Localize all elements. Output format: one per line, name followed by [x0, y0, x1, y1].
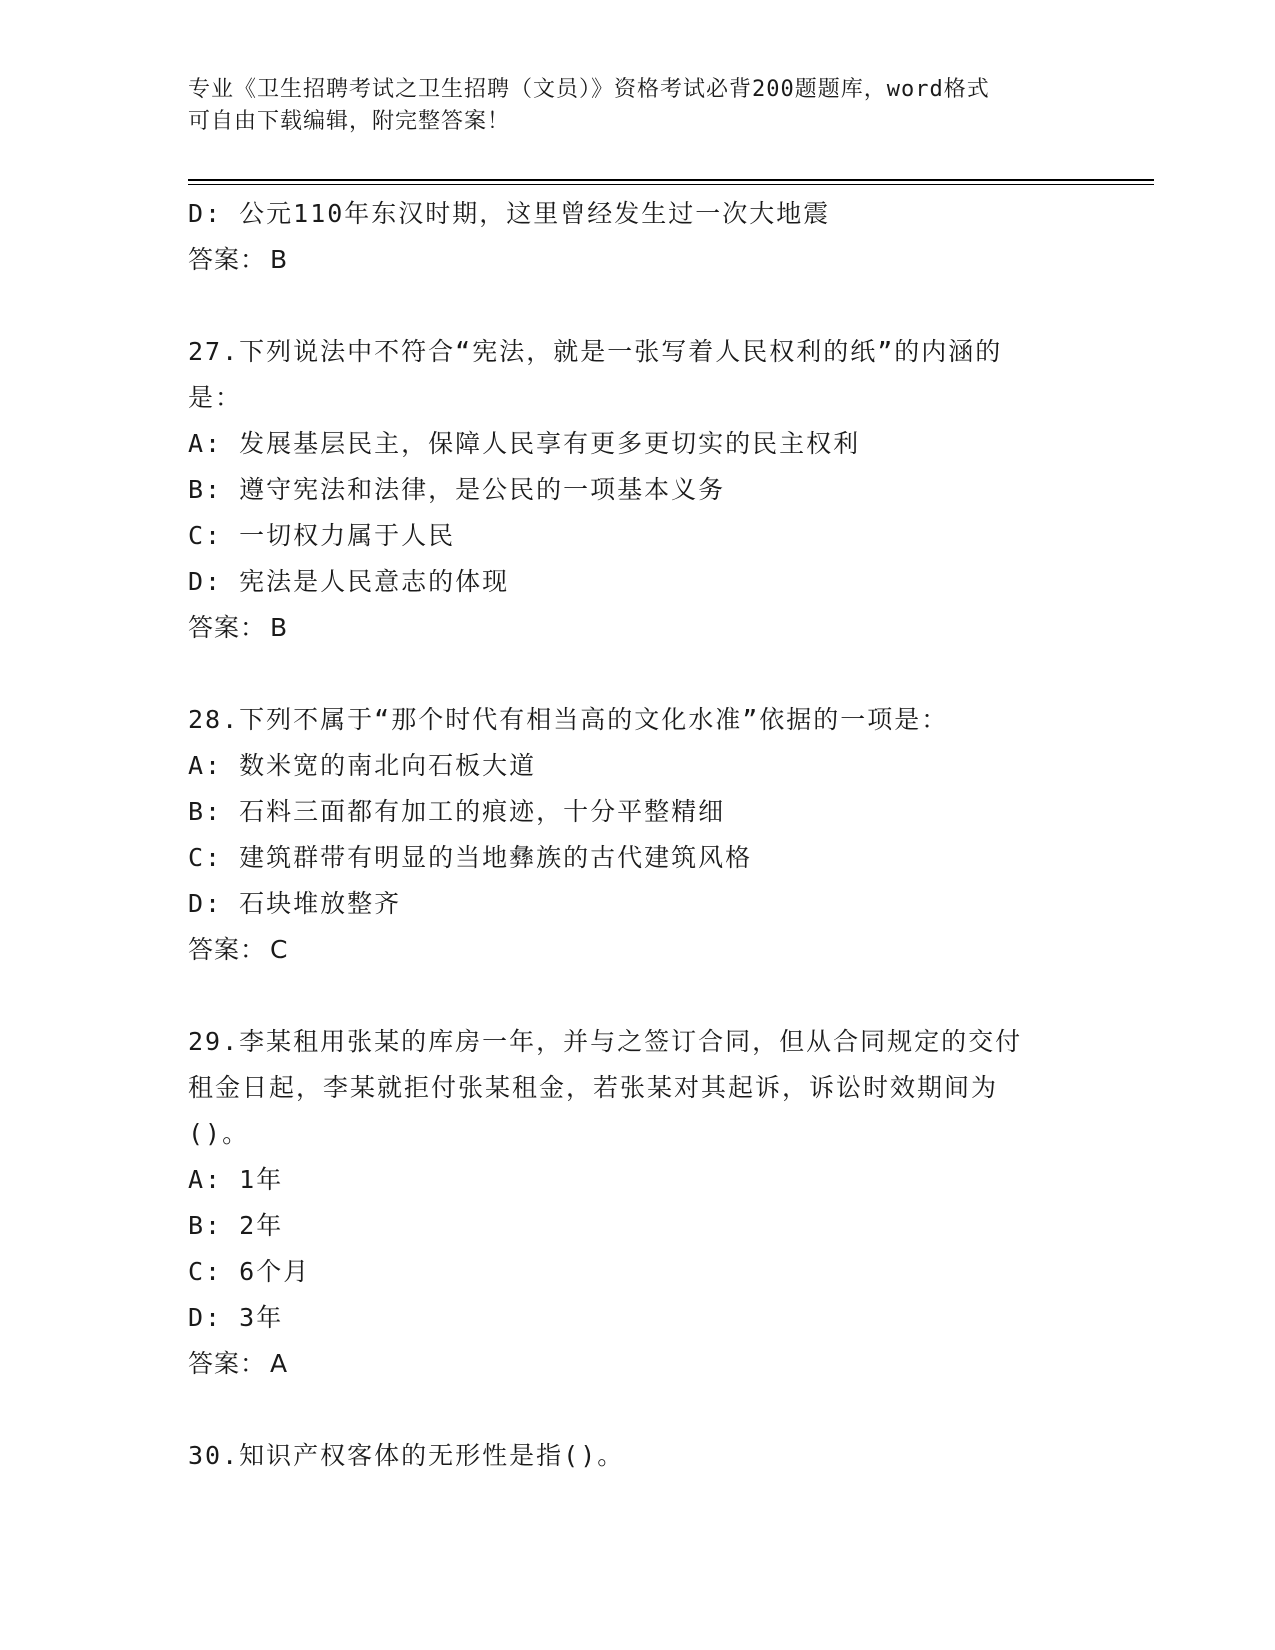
spacer	[188, 1387, 1088, 1433]
answer-label: 答案：	[188, 935, 267, 964]
option-a: A: 1年	[188, 1165, 284, 1194]
header-divider-thin	[188, 184, 1154, 185]
option-d: D: 石块堆放整齐	[188, 889, 402, 918]
question-stem: ()。	[188, 1119, 250, 1148]
option-c: C: 建筑群带有明显的当地彝族的古代建筑风格	[188, 843, 753, 872]
question-28	[188, 697, 1088, 743]
answer-label: 答案：	[188, 613, 267, 642]
question-stem: 是：	[188, 383, 243, 412]
question-stem: 租金日起，李某就拒付张某租金，若张某对其起诉，诉讼时效期间为	[188, 1073, 999, 1102]
header-divider-thick	[188, 179, 1154, 181]
question-stem: 29.李某租用张某的库房一年，并与之签订合同，但从合同规定的交付	[188, 1027, 1023, 1056]
question-stem: 28.下列不属于“那个时代有相当高的文化水准”依据的一项是：	[188, 705, 949, 734]
header-line-2: 可自由下载编辑，附完整答案！	[188, 109, 511, 134]
option-d: D: 宪法是人民意志的体现	[188, 567, 510, 596]
spacer	[188, 283, 1088, 329]
option-a: A: 数米宽的南北向石板大道	[188, 751, 537, 780]
question-stem: 27.下列说法中不符合“宪法，就是一张写着人民权利的纸”的内涵的	[188, 337, 1003, 366]
header-line-1: 专业《卫生招聘考试之卫生招聘（文员）》资格考试必背200题题库，word格式	[188, 77, 990, 102]
answer-value: C	[270, 935, 289, 964]
spacer	[188, 973, 1088, 1019]
option-d: D: 3年	[188, 1303, 284, 1332]
answer-line	[188, 237, 1088, 283]
option-c: C: 一切权力属于人民	[188, 521, 456, 550]
document-header	[188, 74, 1088, 138]
question-29	[188, 1019, 1088, 1157]
spacer	[188, 651, 1088, 697]
option-c: C: 6个月	[188, 1257, 311, 1286]
answer-value: B	[270, 245, 289, 274]
option-b: B: 2年	[188, 1211, 284, 1240]
answer-value: A	[270, 1349, 289, 1378]
question-30	[188, 1433, 1088, 1479]
answer-line	[188, 1341, 1088, 1387]
answer-line	[188, 927, 1088, 973]
answer-value: B	[270, 613, 289, 642]
question-content	[188, 191, 1088, 1479]
answer-label: 答案：	[188, 245, 267, 274]
option-d: D: 公元110年东汉时期，这里曾经发生过一次大地震	[188, 199, 831, 228]
answer-label: 答案：	[188, 1349, 267, 1378]
option-b: B: 石料三面都有加工的痕迹，十分平整精细	[188, 797, 726, 826]
question-stem: 30.知识产权客体的无形性是指()。	[188, 1441, 625, 1470]
question-27	[188, 329, 1088, 421]
option-a: A: 发展基层民主，保障人民享有更多更切实的民主权利	[188, 429, 861, 458]
answer-line	[188, 605, 1088, 651]
option-b: B: 遵守宪法和法律，是公民的一项基本义务	[188, 475, 726, 504]
